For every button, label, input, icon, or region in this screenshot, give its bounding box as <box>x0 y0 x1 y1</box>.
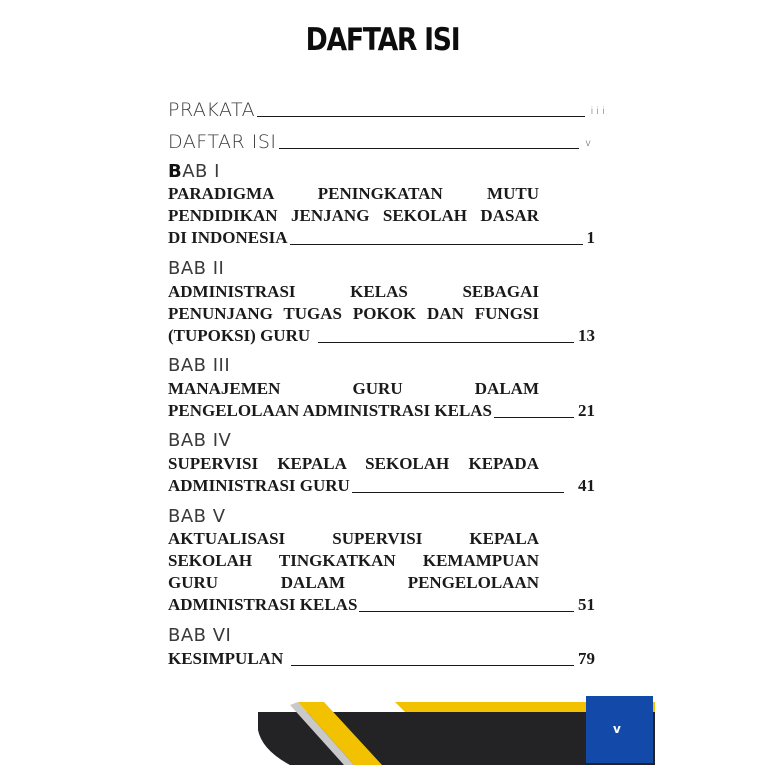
toc-page-number: 79 <box>578 649 595 668</box>
chapter-title-line: AKTUALISASI SUPERVISI KEPALA <box>168 529 539 548</box>
chapter-title-line: MANAJEMEN GURU DALAM <box>168 379 539 398</box>
leader-line <box>291 665 574 666</box>
chapter-title-line: PENUNJANG TUGAS POKOK DAN FUNGSI <box>168 304 539 323</box>
chapter-title-line: ADMINISTRASI KELAS <box>168 595 358 614</box>
chapter-label-bab-6: BAB VI <box>168 625 232 646</box>
chapter-title-line: ADMINISTRASI KELAS SEBAGAI <box>168 282 539 301</box>
chapter-title-line: ADMINISTRASI GURU <box>168 476 350 495</box>
leader-line <box>359 611 574 612</box>
leader-line <box>290 244 583 245</box>
toc-entry-bab-4[interactable] <box>168 475 595 497</box>
toc-entry-prakata[interactable] <box>168 96 608 120</box>
chapter-title-line: KESIMPULAN <box>168 649 284 668</box>
toc-page-number: v <box>585 138 594 149</box>
leader-line <box>257 116 584 117</box>
toc-page-number: iii <box>590 106 608 117</box>
toc-entry-daftar-isi[interactable] <box>168 128 608 152</box>
chapter-label-bab-3: BAB III <box>168 355 231 376</box>
chapter-title-line: PENGELOLAAN ADMINISTRASI KELAS <box>168 401 493 420</box>
chapter-title-line: SUPERVISI KEPALA SEKOLAH KEPADA <box>168 454 539 473</box>
toc-label: DAFTAR ISI <box>168 131 277 153</box>
chapter-title-line: GURU DALAM PENGELOLAAN <box>168 573 539 592</box>
toc-entry-bab-2[interactable] <box>168 325 595 347</box>
chapter-label-bab-5: BAB V <box>168 506 226 527</box>
toc-page-number: 13 <box>578 326 595 345</box>
footer-decoration <box>0 690 765 765</box>
toc-entry-bab-6[interactable] <box>168 648 595 670</box>
chapter-label-bab-4: BAB IV <box>168 430 232 451</box>
chapter-label-bab-2: BAB II <box>168 258 225 279</box>
leader-line <box>352 492 564 493</box>
chapter-title-line: PENDIDIKAN JENJANG SEKOLAH DASAR <box>168 206 539 225</box>
chapter-label-bab-1: BAB I <box>168 161 220 182</box>
toc-page-number: 51 <box>578 595 595 614</box>
toc-page-number: 1 <box>586 228 595 247</box>
leader-line <box>494 417 574 418</box>
chapter-title-line: (TUPOKSI) GURU <box>168 326 311 345</box>
toc-label: PRAKATA <box>168 99 256 121</box>
chapter-title-line: SEKOLAH TINGKATKAN KEMAMPUAN <box>168 551 539 570</box>
toc-entry-bab-5[interactable] <box>168 594 595 616</box>
leader-line <box>279 148 580 149</box>
toc-entry-bab-3[interactable] <box>168 400 595 422</box>
leader-line <box>318 342 574 343</box>
page-title: DAFTAR ISI <box>305 22 460 58</box>
chapter-title-line: PARADIGMA PENINGKATAN MUTU <box>168 184 539 203</box>
toc-page-number: 21 <box>578 401 595 420</box>
footer-page-number: v <box>613 722 621 736</box>
chapter-title-line: DI INDONESIA <box>168 228 288 247</box>
toc-page-number: 41 <box>578 476 595 495</box>
toc-entry-bab-1[interactable] <box>168 227 595 249</box>
